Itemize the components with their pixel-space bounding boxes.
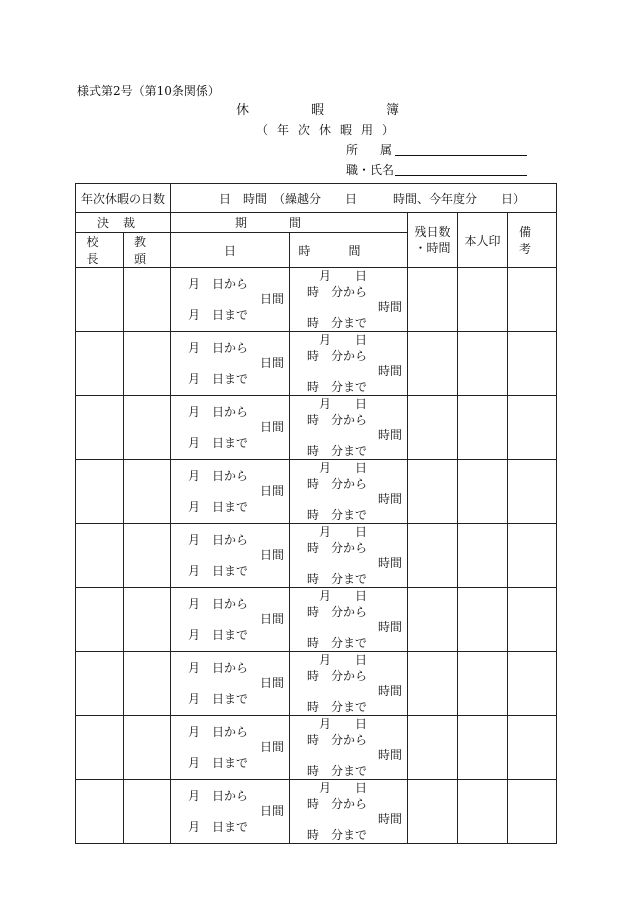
affiliation-field[interactable]	[395, 155, 527, 156]
hour-count-text: 時間	[378, 364, 403, 378]
hour-to-text: 時 分まで	[307, 380, 368, 394]
vice-principal-seal-cell[interactable]	[124, 268, 171, 332]
remaining-cell[interactable]	[408, 396, 458, 460]
hour-to-text: 時 分まで	[307, 828, 368, 842]
leave-record-table	[75, 183, 557, 844]
hour-from-text: 時 分から	[307, 605, 368, 619]
hour-from-text: 時 分から	[307, 285, 368, 299]
hour-period-cell[interactable]	[290, 652, 408, 716]
table-row	[76, 460, 557, 524]
hour-count-text: 時間	[378, 300, 403, 314]
remarks-cell[interactable]	[508, 332, 557, 396]
hour-date-text: 月 日	[319, 269, 368, 283]
vice-principal-seal-cell[interactable]	[124, 524, 171, 588]
hour-from-text: 時 分から	[307, 797, 368, 811]
principal-seal-cell[interactable]	[76, 524, 124, 588]
annual-leave-label: 年次休暇の日数	[76, 184, 171, 213]
remaining-cell[interactable]	[408, 268, 458, 332]
day-from-text: 月 日から	[188, 661, 249, 675]
personal-seal-cell[interactable]	[458, 524, 508, 588]
hour-from-text: 時 分から	[307, 477, 368, 491]
hour-to-text: 時 分まで	[307, 444, 368, 458]
hour-from-text: 時 分から	[307, 541, 368, 555]
day-count-text: 日間	[260, 676, 285, 690]
remaining-header-line2: ・時間	[414, 241, 451, 255]
day-from-text: 月 日から	[188, 341, 249, 355]
page-title: 休暇簿	[236, 103, 462, 118]
table-row	[76, 652, 557, 716]
vice-principal-seal-cell[interactable]	[124, 396, 171, 460]
day-count-text: 日間	[260, 292, 285, 306]
hour-from-text: 時 分から	[307, 733, 368, 747]
vice-principal-seal-cell[interactable]	[124, 588, 171, 652]
day-period-cell[interactable]	[171, 652, 290, 716]
name-label: 職・氏名	[346, 163, 395, 177]
remarks-cell[interactable]	[508, 396, 557, 460]
personal-seal-cell[interactable]	[458, 396, 508, 460]
decision-header: 決裁	[76, 213, 171, 233]
day-to-text: 月 日まで	[188, 564, 249, 578]
hour-to-text: 時 分まで	[307, 508, 368, 522]
period-header: 期間	[171, 213, 408, 233]
personal-seal-cell[interactable]	[458, 460, 508, 524]
principal-seal-cell[interactable]	[76, 268, 124, 332]
day-to-text: 月 日まで	[188, 372, 249, 386]
day-count-text: 日間	[260, 420, 285, 434]
seal-header: 本人印	[458, 213, 508, 268]
personal-seal-cell[interactable]	[458, 332, 508, 396]
hour-count-text: 時間	[378, 684, 403, 698]
hour-count-text: 時間	[378, 492, 403, 506]
hour-date-text: 月 日	[319, 781, 368, 795]
day-count-text: 日間	[260, 484, 285, 498]
vice-principal-seal-cell[interactable]	[124, 652, 171, 716]
vice-principal-seal-cell[interactable]	[124, 460, 171, 524]
remarks-cell[interactable]	[508, 524, 557, 588]
personal-seal-cell[interactable]	[458, 268, 508, 332]
remarks-header: 備考	[508, 213, 557, 268]
hour-period-cell[interactable]	[290, 588, 408, 652]
hour-count-text: 時間	[378, 620, 403, 634]
day-from-text: 月 日から	[188, 533, 249, 547]
principal-seal-cell[interactable]	[76, 332, 124, 396]
day-to-text: 月 日まで	[188, 628, 249, 642]
hour-count-text: 時間	[378, 812, 403, 826]
affiliation-label: 所属	[346, 143, 415, 157]
hour-period-cell[interactable]	[290, 396, 408, 460]
hour-to-text: 時 分まで	[307, 700, 368, 714]
personal-seal-cell[interactable]	[458, 588, 508, 652]
day-count-text: 日間	[260, 356, 285, 370]
table-row	[76, 268, 557, 332]
day-count-text: 日間	[260, 740, 285, 754]
remarks-cell[interactable]	[508, 780, 557, 844]
remaining-header	[408, 213, 458, 268]
hour-period-cell[interactable]	[290, 524, 408, 588]
vice-principal-seal-cell[interactable]	[124, 716, 171, 780]
hour-date-text: 月 日	[319, 525, 368, 539]
hour-to-text: 時 分まで	[307, 572, 368, 586]
day-header: 日	[171, 233, 290, 268]
table-row	[76, 716, 557, 780]
hour-to-text: 時 分まで	[307, 316, 368, 330]
hour-period-cell[interactable]	[290, 780, 408, 844]
principal-header: 校長	[76, 233, 124, 268]
day-period-cell[interactable]	[171, 332, 290, 396]
hour-count-text: 時間	[378, 428, 403, 442]
day-from-text: 月 日から	[188, 469, 249, 483]
hour-date-text: 月 日	[319, 589, 368, 603]
remaining-cell[interactable]	[408, 716, 458, 780]
principal-seal-cell[interactable]	[76, 396, 124, 460]
day-from-text: 月 日から	[188, 725, 249, 739]
remaining-cell[interactable]	[408, 588, 458, 652]
principal-seal-cell[interactable]	[76, 652, 124, 716]
hour-count-text: 時間	[378, 748, 403, 762]
page-subtitle: （年次休暇用）	[256, 123, 404, 137]
day-from-text: 月 日から	[188, 405, 249, 419]
table-row	[76, 332, 557, 396]
hour-date-text: 月 日	[319, 397, 368, 411]
remaining-cell[interactable]	[408, 652, 458, 716]
day-period-cell[interactable]	[171, 716, 290, 780]
hour-date-text: 月 日	[319, 653, 368, 667]
day-count-text: 日間	[260, 804, 285, 818]
day-from-text: 月 日から	[188, 789, 249, 803]
remarks-cell[interactable]	[508, 588, 557, 652]
remarks-cell[interactable]	[508, 716, 557, 780]
hour-header: 時間	[290, 233, 408, 268]
hour-to-text: 時 分まで	[307, 636, 368, 650]
day-from-text: 月 日から	[188, 597, 249, 611]
day-period-cell[interactable]	[171, 396, 290, 460]
vice-principal-header: 教頭	[124, 233, 171, 268]
vice-principal-seal-cell[interactable]	[124, 780, 171, 844]
personal-seal-cell[interactable]	[458, 780, 508, 844]
personal-seal-cell[interactable]	[458, 652, 508, 716]
hour-period-cell[interactable]	[290, 460, 408, 524]
hour-from-text: 時 分から	[307, 413, 368, 427]
remaining-cell[interactable]	[408, 332, 458, 396]
remaining-cell[interactable]	[408, 460, 458, 524]
remaining-header-line1: 残日数	[414, 224, 451, 239]
principal-seal-cell[interactable]	[76, 460, 124, 524]
hour-date-text: 月 日	[319, 717, 368, 731]
day-to-text: 月 日まで	[188, 500, 249, 514]
remaining-cell[interactable]	[408, 780, 458, 844]
day-to-text: 月 日まで	[188, 308, 249, 322]
personal-seal-cell[interactable]	[458, 716, 508, 780]
day-to-text: 月 日まで	[188, 436, 249, 450]
hour-period-cell[interactable]	[290, 332, 408, 396]
hour-period-cell[interactable]	[290, 268, 408, 332]
vice-principal-seal-cell[interactable]	[124, 332, 171, 396]
remaining-cell[interactable]	[408, 524, 458, 588]
name-field[interactable]	[395, 175, 527, 176]
form-number: 様式第2号（第10条関係）	[77, 84, 220, 98]
hour-date-text: 月 日	[319, 461, 368, 475]
principal-seal-cell[interactable]	[76, 780, 124, 844]
day-to-text: 月 日まで	[188, 820, 249, 834]
remarks-cell[interactable]	[508, 652, 557, 716]
hour-from-text: 時 分から	[307, 669, 368, 683]
hour-from-text: 時 分から	[307, 349, 368, 363]
hour-to-text: 時 分まで	[307, 764, 368, 778]
day-period-cell[interactable]	[171, 460, 290, 524]
day-count-text: 日間	[260, 548, 285, 562]
principal-seal-cell[interactable]	[76, 716, 124, 780]
day-from-text: 月 日から	[188, 277, 249, 291]
day-period-cell[interactable]	[171, 588, 290, 652]
annual-leave-value: 日 時間 （繰越分 日 時間、今年度分 日）	[171, 184, 557, 213]
day-period-cell[interactable]	[171, 780, 290, 844]
day-to-text: 月 日まで	[188, 692, 249, 706]
day-period-cell[interactable]	[171, 268, 290, 332]
table-row	[76, 780, 557, 844]
hour-date-text: 月 日	[319, 333, 368, 347]
remarks-cell[interactable]	[508, 268, 557, 332]
hour-period-cell[interactable]	[290, 716, 408, 780]
day-period-cell[interactable]	[171, 524, 290, 588]
principal-seal-cell[interactable]	[76, 588, 124, 652]
table-row	[76, 588, 557, 652]
day-to-text: 月 日まで	[188, 756, 249, 770]
remarks-cell[interactable]	[508, 460, 557, 524]
day-count-text: 日間	[260, 612, 285, 626]
table-row	[76, 396, 557, 460]
hour-count-text: 時間	[378, 556, 403, 570]
table-row	[76, 524, 557, 588]
